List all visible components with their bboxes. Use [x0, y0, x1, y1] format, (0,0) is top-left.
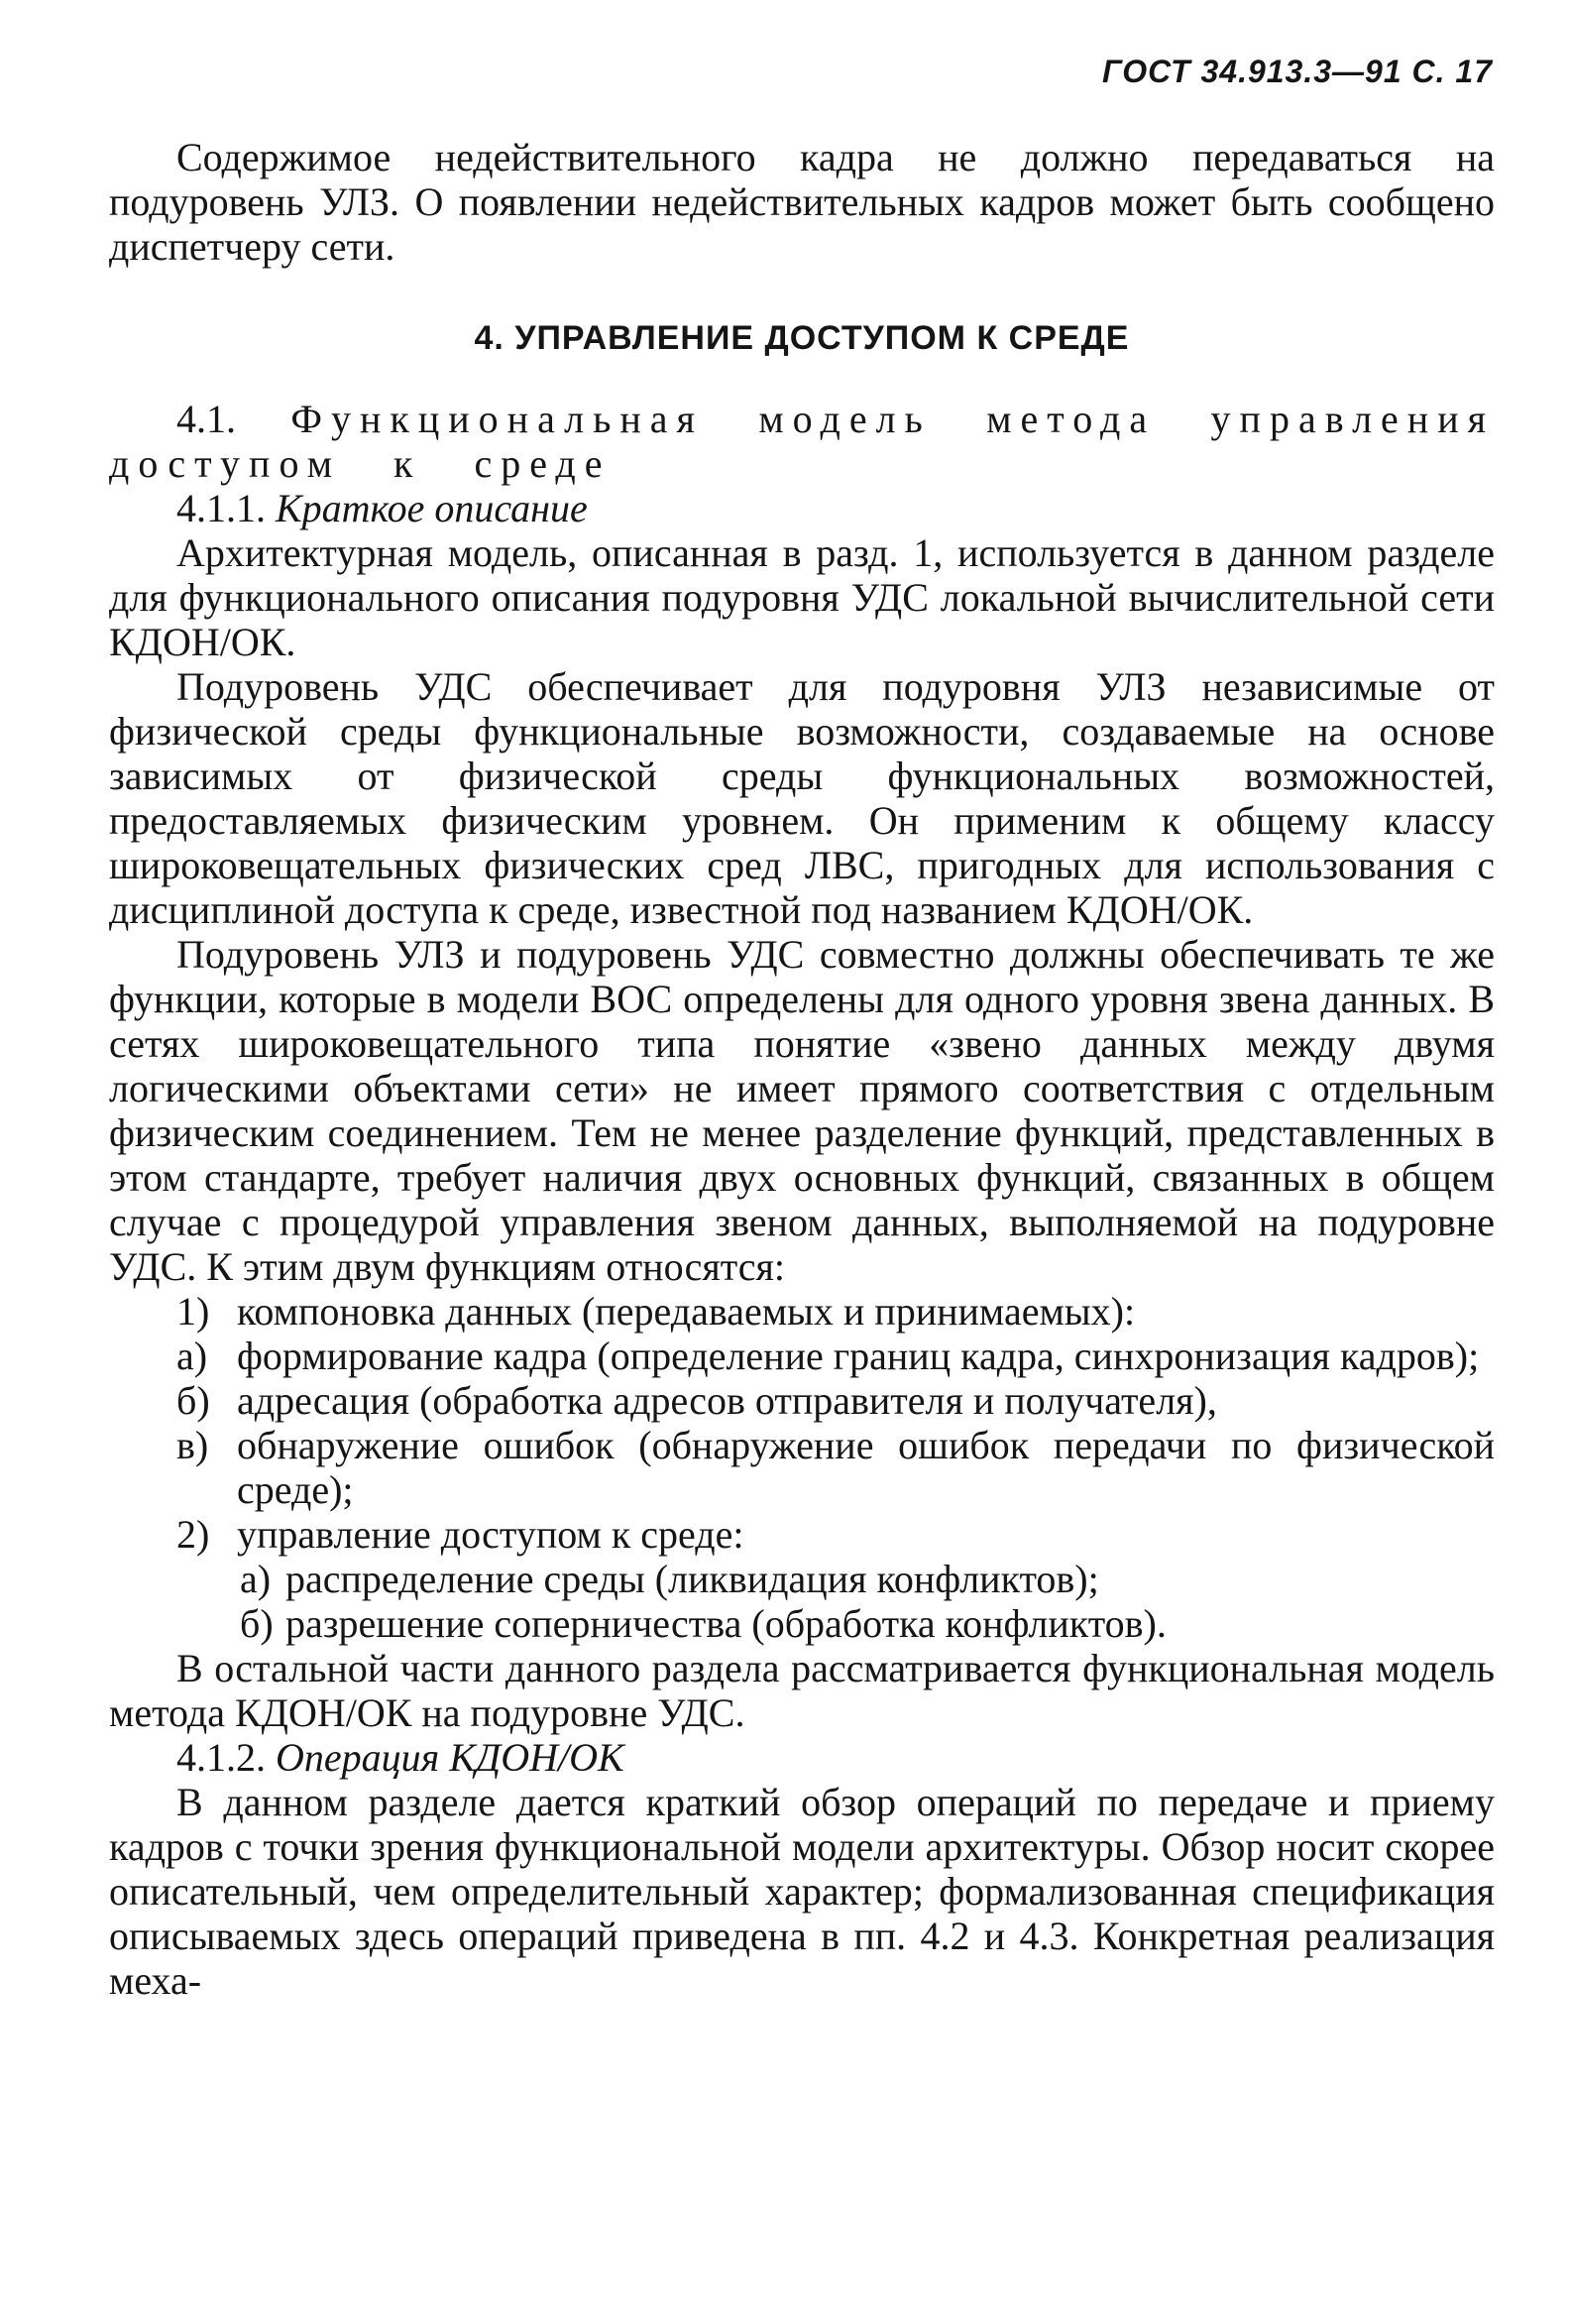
list-marker: 2)	[176, 1512, 210, 1557]
subsection-title: Операция КДОН/ОК	[276, 1735, 624, 1780]
list-item	[109, 1423, 1495, 1512]
list-marker: б)	[240, 1601, 274, 1646]
subsection-4-1-2-heading	[109, 1735, 1495, 1780]
intro-paragraph: Содержимое недействительного кадра не должно передаваться на подуровень УЛЗ. О появлении недействительных кадров может быть сообщено диспетчеру сети.	[109, 135, 1495, 269]
subsection-4-1-1-heading	[109, 486, 1495, 530]
subsection-number: 4.1.1.	[176, 486, 266, 530]
paragraph: В данном разделе дается краткий обзор операций по передаче и приему кадров с точки зрения функциональной модели архитектуры. Обзор носит скорее описательный, чем определительный характер; формализованная спецификация описываемых здесь операций приведена в пп. 4.2 и 4.3. Конкретная реализация меха-	[109, 1780, 1495, 2003]
list-item	[109, 1334, 1495, 1378]
list-item-text: обнаружение ошибок (обнаружение ошибок передачи по физической среде);	[237, 1423, 1495, 1512]
subsection-4-1-heading	[109, 397, 1495, 486]
list-item	[109, 1557, 1495, 1601]
list-item	[109, 1512, 1495, 1557]
list-item-text: распределение среды (ликвидация конфликтов);	[285, 1557, 1099, 1601]
subsection-number: 4.1.	[176, 397, 236, 441]
document-body	[109, 135, 1495, 2003]
list-marker: 1)	[176, 1289, 210, 1334]
list-item	[109, 1378, 1495, 1423]
paragraph: Подуровень УЛЗ и подуровень УДС совместно должны обеспечивать те же функции, которые в модели ВОС определены для одного уровня звена данных. В сетях широковещательного типа понятие «звено данных между двумя логическими объектами сети» не имеет прямого соответствия с отдельным физическим соединением. Тем не менее разделение функций, представленных в этом стандарте, требует наличия двух основных функций, связанных в общем случае с процедурой управления звеном данных, выполняемой на подуровне УДС. К этим двум функциям относятся:	[109, 932, 1495, 1289]
list-item-text: разрешение соперничества (обработка конфликтов).	[285, 1601, 1167, 1646]
list-item	[109, 1289, 1495, 1334]
subsection-number: 4.1.2.	[176, 1735, 266, 1780]
paragraph: Архитектурная модель, описанная в разд. 1, используется в данном разделе для функционального описания подуровня УДС локальной вычислительной сети КДОН/ОК.	[109, 530, 1495, 664]
subsection-title: Функциональная модель метода управления доступом к среде	[109, 397, 1496, 486]
section-heading: 4. УПРАВЛЕНИЕ ДОСТУПОМ К СРЕДЕ	[474, 319, 1130, 357]
list-item-text: управление доступом к среде:	[237, 1512, 744, 1557]
list-marker: а)	[240, 1557, 272, 1601]
page-header: ГОСТ 34.913.3—91 С. 17	[1102, 54, 1493, 89]
closing-paragraph: В остальной части данного раздела рассматривается функциональная модель метода КДОН/ОК на подуровне УДС.	[109, 1646, 1495, 1735]
list-marker: а)	[176, 1334, 208, 1378]
list-item-text: адресация (обработка адресов отправителя и получателя),	[237, 1378, 1217, 1423]
list-marker: б)	[176, 1378, 210, 1423]
list-item-text: формирование кадра (определение границ кадра, синхронизация кадров);	[237, 1334, 1480, 1378]
list-item-text: компоновка данных (передаваемых и принимаемых):	[237, 1289, 1136, 1334]
list-item	[109, 1601, 1495, 1646]
list-marker: в)	[176, 1423, 209, 1467]
subsection-title: Краткое описание	[276, 486, 588, 530]
function-list	[109, 1289, 1495, 1646]
paragraph: Подуровень УДС обеспечивает для подуровня УЛЗ независимые от физической среды функциональные возможности, создаваемые на основе зависимых от физической среды функциональных возможностей, предоставляемых физическим уровнем. Он применим к общему классу широковещательных физических сред ЛВС, пригодных для использования с дисциплиной доступа к среде, известной под названием КДОН/ОК.	[109, 664, 1495, 932]
